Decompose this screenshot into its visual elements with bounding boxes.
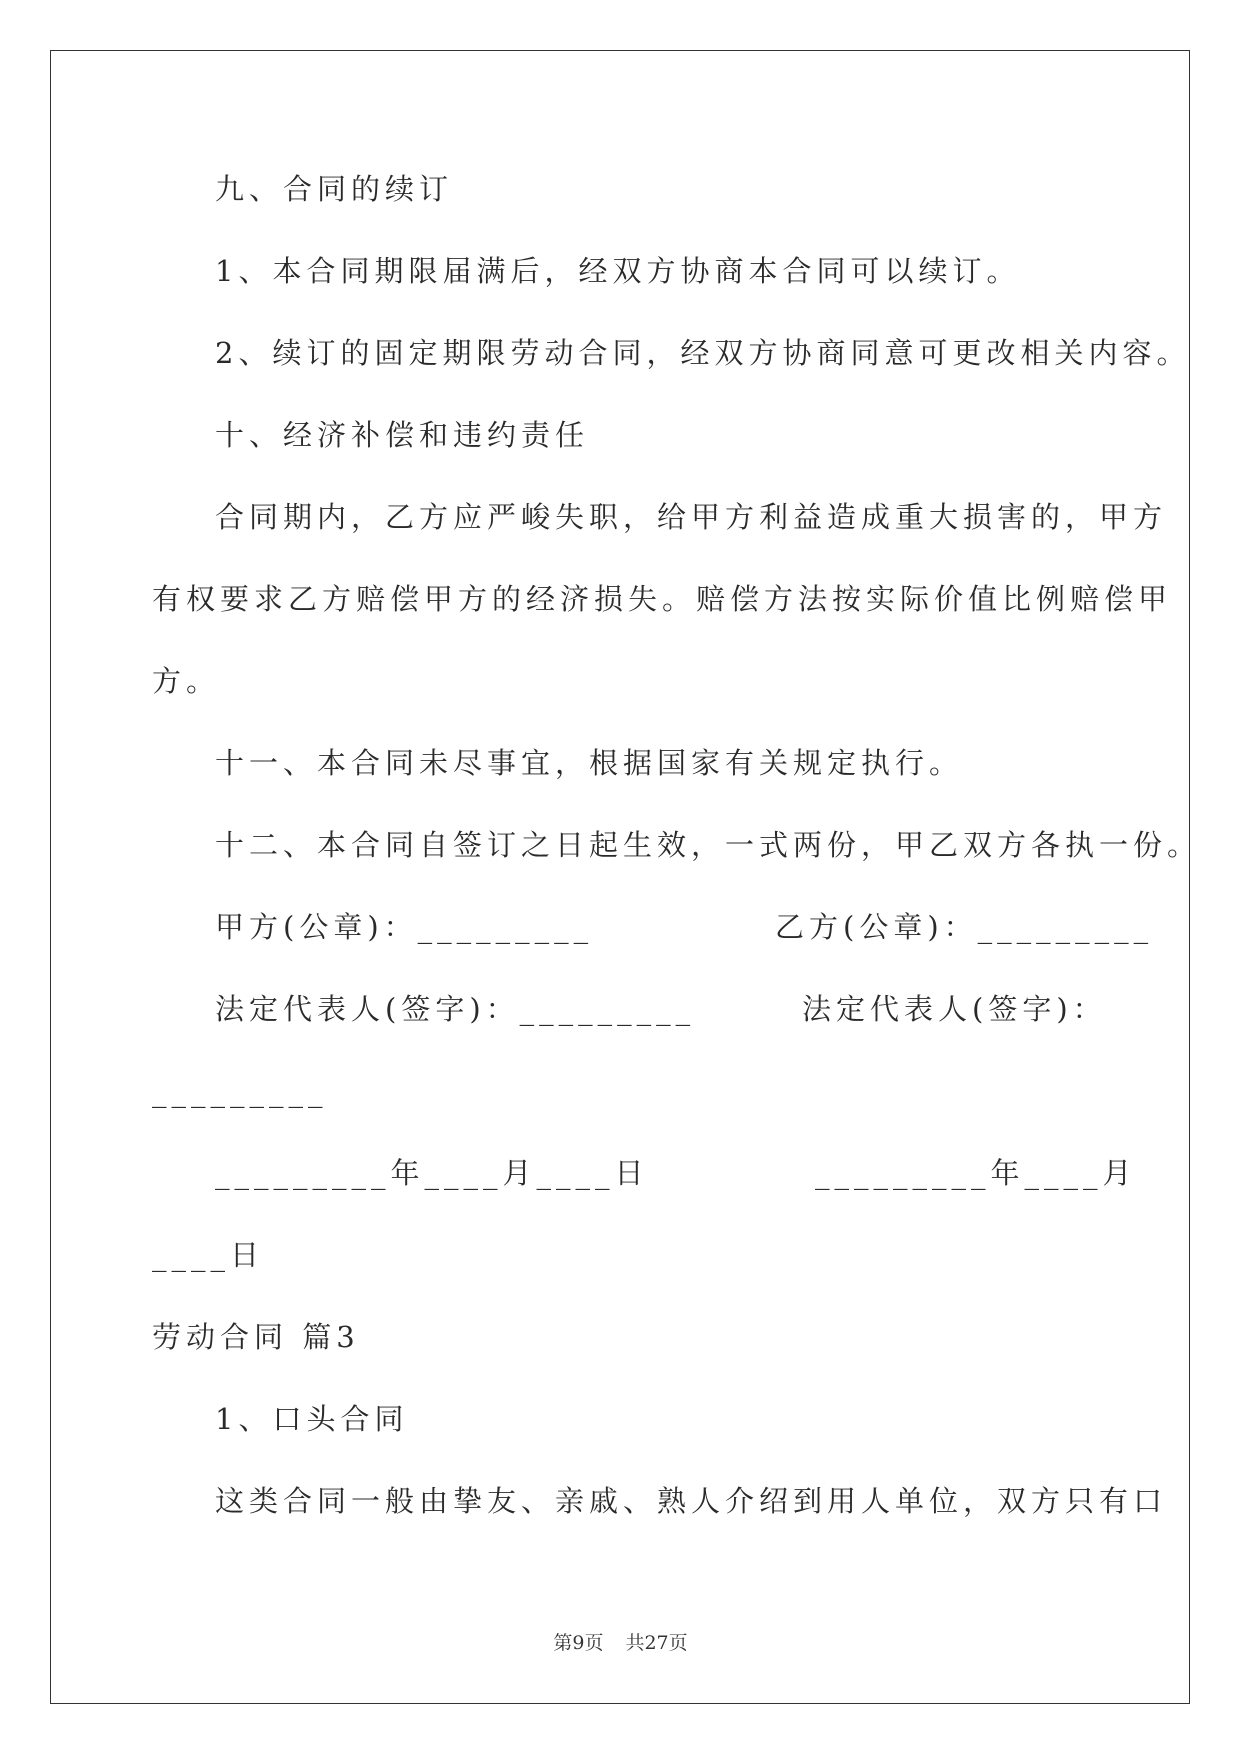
page-number: 第9页 bbox=[553, 1632, 604, 1654]
paragraph-renewal-1: 1、本合同期限届满后，经双方协商本合同可以续订。 bbox=[215, 254, 1021, 288]
party-b-representative-line: 法定代表人(签字)： bbox=[802, 992, 1107, 1026]
paragraph-renewal-2: 2、续订的固定期限劳动合同，经双方协商同意可更改相关内容。 bbox=[215, 336, 1191, 370]
heading-compensation: 十、经济补偿和违约责任 bbox=[215, 418, 590, 452]
paragraph-compensation-line-1: 合同期内，乙方应严峻失职，给甲方利益造成重大损害的，甲方 bbox=[215, 500, 1168, 534]
paragraph-clause-12: 十二、本合同自签订之日起生效，一式两份，甲乙双方各执一份。 bbox=[215, 828, 1202, 862]
page-border bbox=[50, 50, 1190, 1704]
party-b-date-line: _________年____月 bbox=[815, 1156, 1137, 1190]
party-b-date-day: ____日 bbox=[152, 1238, 265, 1272]
section-3-item-1: 1、口头合同 bbox=[215, 1402, 409, 1436]
party-b-seal-line: 乙方(公章)：_________ bbox=[775, 910, 1154, 944]
page-footer bbox=[0, 1628, 1241, 1655]
paragraph-compensation-line-2: 有权要求乙方赔偿甲方的经济损失。赔偿方法按实际价值比例赔偿甲 bbox=[152, 582, 1173, 616]
paragraph-clause-11: 十一、本合同未尽事宜，根据国家有关规定执行。 bbox=[215, 746, 964, 780]
section-3-paragraph-1: 这类合同一般由挚友、亲戚、熟人介绍到用人单位，双方只有口 bbox=[215, 1484, 1168, 1518]
heading-renewal: 九、合同的续订 bbox=[215, 172, 454, 206]
paragraph-compensation-line-3: 方。 bbox=[152, 664, 221, 698]
party-a-representative-line: 法定代表人(签字)：_________ bbox=[215, 992, 696, 1026]
page-total: 共27页 bbox=[625, 1632, 688, 1654]
section-3-title: 劳动合同 篇3 bbox=[152, 1320, 360, 1354]
party-a-date-line: _________年____月____日 bbox=[215, 1156, 649, 1190]
party-b-representative-blank: _________ bbox=[152, 1074, 328, 1108]
party-a-seal-line: 甲方(公章)：_________ bbox=[215, 910, 594, 944]
